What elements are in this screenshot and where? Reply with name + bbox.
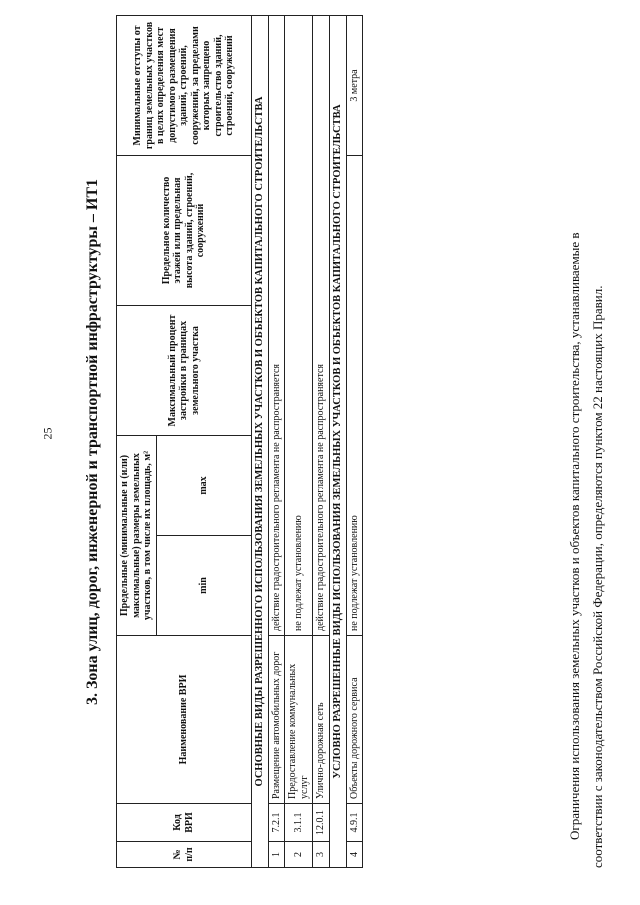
header-area-group: Предельные (минимальные и (или) максимальные) размеры земельных участков, в том числе их площадь, м² bbox=[117, 435, 157, 635]
row-value: не подлежат установлению bbox=[346, 155, 363, 635]
header-max: max bbox=[156, 435, 251, 535]
table-row bbox=[313, 15, 330, 867]
row-name: Размещение автомобильных дорог bbox=[268, 636, 285, 804]
row-code: 4.9.1 bbox=[346, 804, 363, 842]
row-code: 12.0.1 bbox=[313, 804, 330, 842]
row-name: Улично-дорожная сеть bbox=[313, 636, 330, 804]
header-floors: Предельное количество этажей или предельная высота зданий, строений, сооружений bbox=[117, 155, 252, 305]
row-num: 1 bbox=[268, 842, 285, 868]
header-code: Код ВРИ bbox=[117, 804, 252, 842]
row-num: 2 bbox=[285, 842, 313, 868]
header-min: min bbox=[156, 536, 251, 636]
row-value: не подлежат установлению bbox=[285, 15, 313, 635]
zoning-table bbox=[116, 15, 363, 868]
header-num: № п/п bbox=[117, 842, 252, 868]
page-title: 3. Зона улиц, дорог, инженерной и транспортной инфраструктуры – ИТ1 bbox=[84, 178, 101, 706]
row-value: действие градостроительного регламента не распространяется bbox=[313, 15, 330, 635]
table-row bbox=[268, 15, 285, 867]
table-row bbox=[285, 15, 313, 867]
section-conditional-label: УСЛОВНО РАЗРЕШЕННЫЕ ВИДЫ ИСПОЛЬЗОВАНИЯ ЗЕМЕЛЬНЫХ УЧАСТКОВ И ОБЪЕКТОВ КАПИТАЛЬНОГО СТРОИТЕЛЬСТВА bbox=[329, 15, 346, 867]
row-num: 3 bbox=[313, 842, 330, 868]
row-name: Предоставление коммунальных услуг bbox=[285, 636, 313, 804]
section-row-conditional bbox=[329, 15, 346, 867]
header-build-percent: Максимальный процент застройки в границах земельного участка bbox=[117, 305, 252, 435]
section-row-main bbox=[251, 15, 268, 867]
footnote-line-1: Ограничения использования земельных участков и объектов капитального строительства, устанавливаемые в bbox=[567, 232, 582, 840]
row-code: 7.2.1 bbox=[268, 804, 285, 842]
header-setbacks: Минимальные отступы от границ земельных участков в целях определения мест допустимого размещения зданий, строений, сооружений, за пределами которых запрещено строительство зданий, строений, сооружений bbox=[117, 15, 252, 155]
header-row bbox=[117, 15, 157, 867]
section-main-label: ОСНОВНЫЕ ВИДЫ РАЗРЕШЕННОГО ИСПОЛЬЗОВАНИЯ ЗЕМЕЛЬНЫХ УЧАСТКОВ И ОБЪЕКТОВ КАПИТАЛЬНОГО СТРОИТЕЛЬСТВА bbox=[251, 15, 268, 867]
row-name: Объекты дорожного сервиса bbox=[346, 636, 363, 804]
row-code: 3.1.1 bbox=[285, 804, 313, 842]
page-number: 25 bbox=[40, 427, 55, 440]
row-setback: 3 метра bbox=[346, 15, 363, 155]
header-name: Наименование ВРИ bbox=[117, 636, 252, 804]
footnote-line-2: соответствии с законодательством Российской Федерации, определяются пунктом 22 настоящих Правил. bbox=[589, 285, 605, 868]
footnote bbox=[564, 16, 610, 868]
row-num: 4 bbox=[346, 842, 363, 868]
row-value: действие градостроительного регламента не распространяется bbox=[268, 15, 285, 635]
rotated-page-content bbox=[76, 16, 636, 868]
table-row bbox=[346, 15, 363, 867]
